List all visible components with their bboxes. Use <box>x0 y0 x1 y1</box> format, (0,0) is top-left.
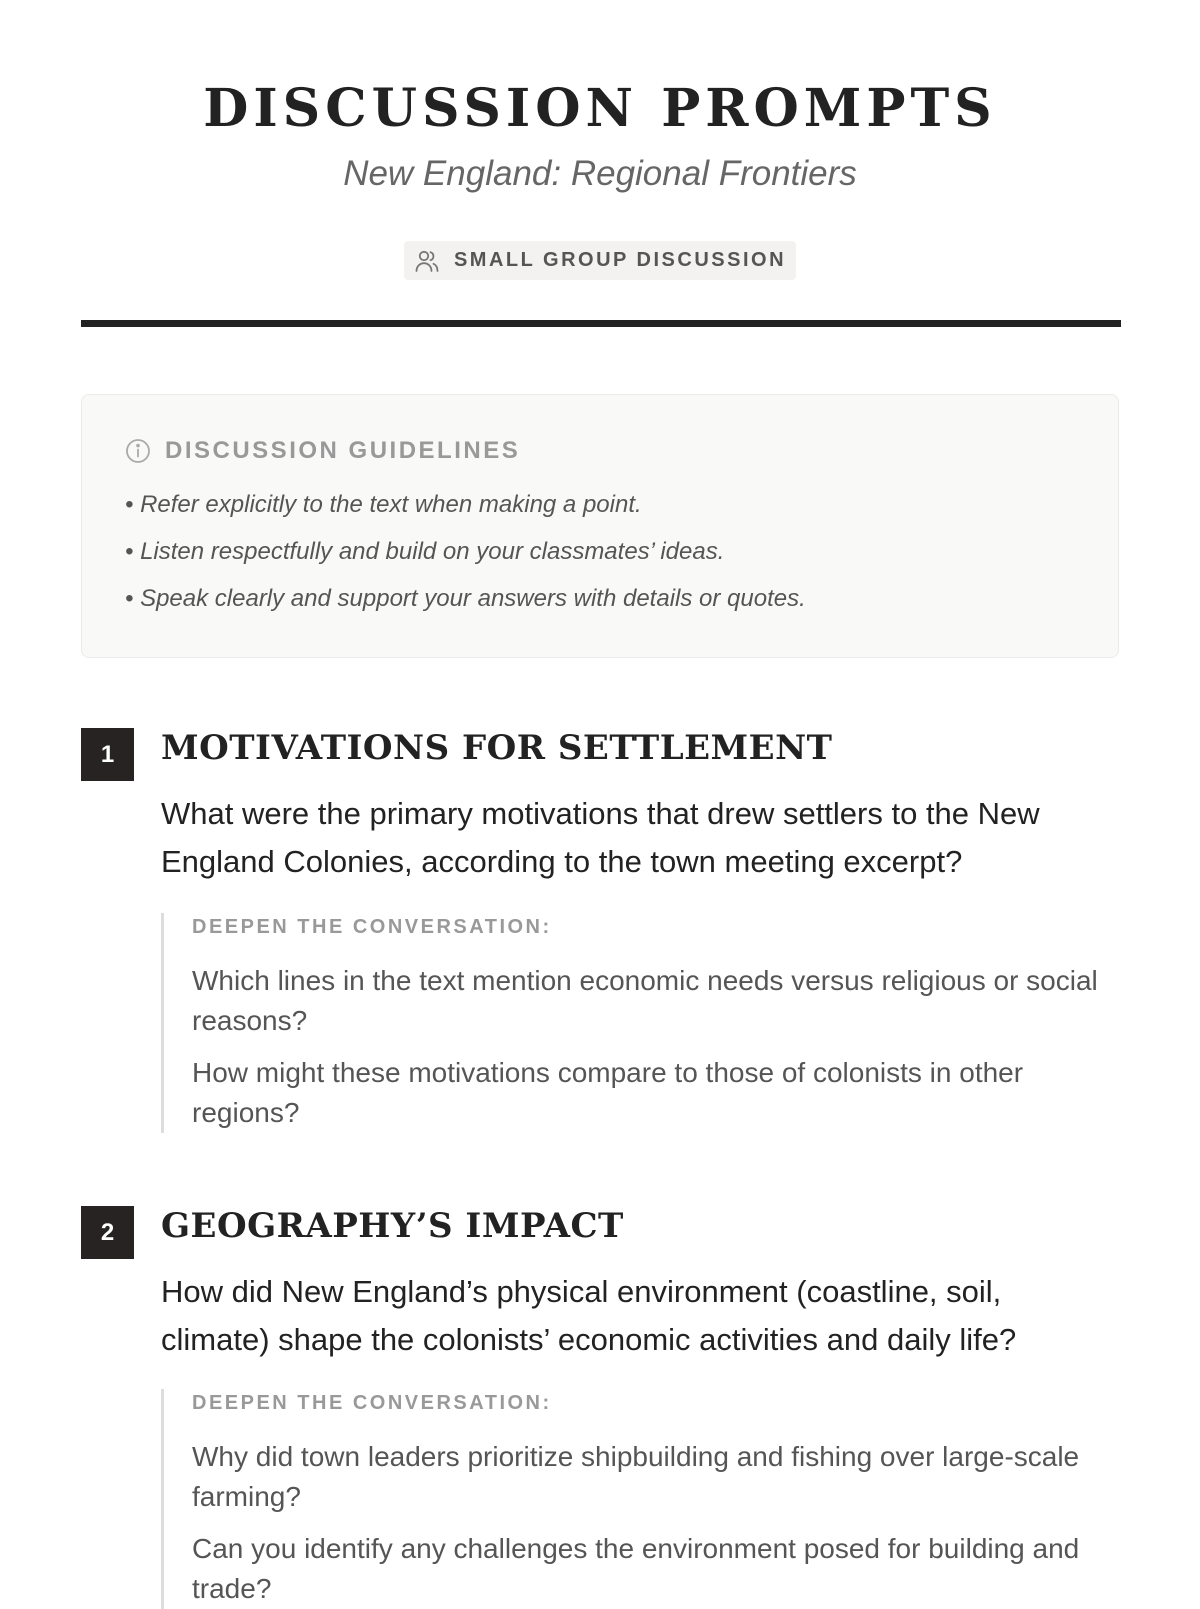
guideline-item: • Listen respectfully and build on your classmates’ ideas. <box>125 538 725 565</box>
badge-label: SMALL GROUP DISCUSSION <box>453 249 787 271</box>
guideline-item: • Speak clearly and support your answers with details or quotes. <box>125 585 806 612</box>
prompt-1 <box>81 728 1121 1128</box>
info-icon <box>125 438 151 464</box>
guidelines-title: DISCUSSION GUIDELINES <box>165 437 521 464</box>
users-icon <box>414 248 440 274</box>
prompt-question: How did New England’s physical environment (coastline, soil, climate) shape the colonists’ economic activities and daily life? <box>161 1274 1017 1357</box>
deepen-section <box>161 913 1101 1133</box>
prompt-number: 1 <box>81 728 134 781</box>
prompt-number: 2 <box>81 1206 134 1259</box>
guidelines-box <box>81 394 1119 658</box>
page-subtitle: New England: Regional Frontiers <box>343 154 857 193</box>
group-badge <box>404 241 796 280</box>
header-divider <box>81 320 1121 327</box>
deepen-label: DEEPEN THE CONVERSATION: <box>192 916 552 938</box>
guidelines-list <box>125 491 806 632</box>
deepen-label: DEEPEN THE CONVERSATION: <box>192 1392 552 1414</box>
prompt-2 <box>81 1206 1121 1604</box>
prompt-title: GEOGRAPHY’S IMPACT <box>161 1206 624 1246</box>
deepen-section <box>161 1389 1101 1609</box>
follow-up-question: Which lines in the text mention economic needs versus religious or social reasons? <box>192 965 1098 1036</box>
prompt-title: MOTIVATIONS FOR SETTLEMENT <box>161 728 833 768</box>
guidelines-header <box>125 437 520 465</box>
follow-up-question: Can you identify any challenges the environment posed for building and trade? <box>192 1533 1080 1604</box>
prompt-question: What were the primary motivations that drew settlers to the New England Colonies, according to the town meeting excerpt? <box>161 796 1040 879</box>
follow-up-question: How might these motivations compare to those of colonists in other regions? <box>192 1057 1024 1128</box>
page-title: DISCUSSION PROMPTS <box>203 78 997 139</box>
follow-up-question: Why did town leaders prioritize shipbuilding and fishing over large-scale farming? <box>192 1441 1080 1512</box>
guideline-item: • Refer explicitly to the text when making a point. <box>125 491 642 518</box>
